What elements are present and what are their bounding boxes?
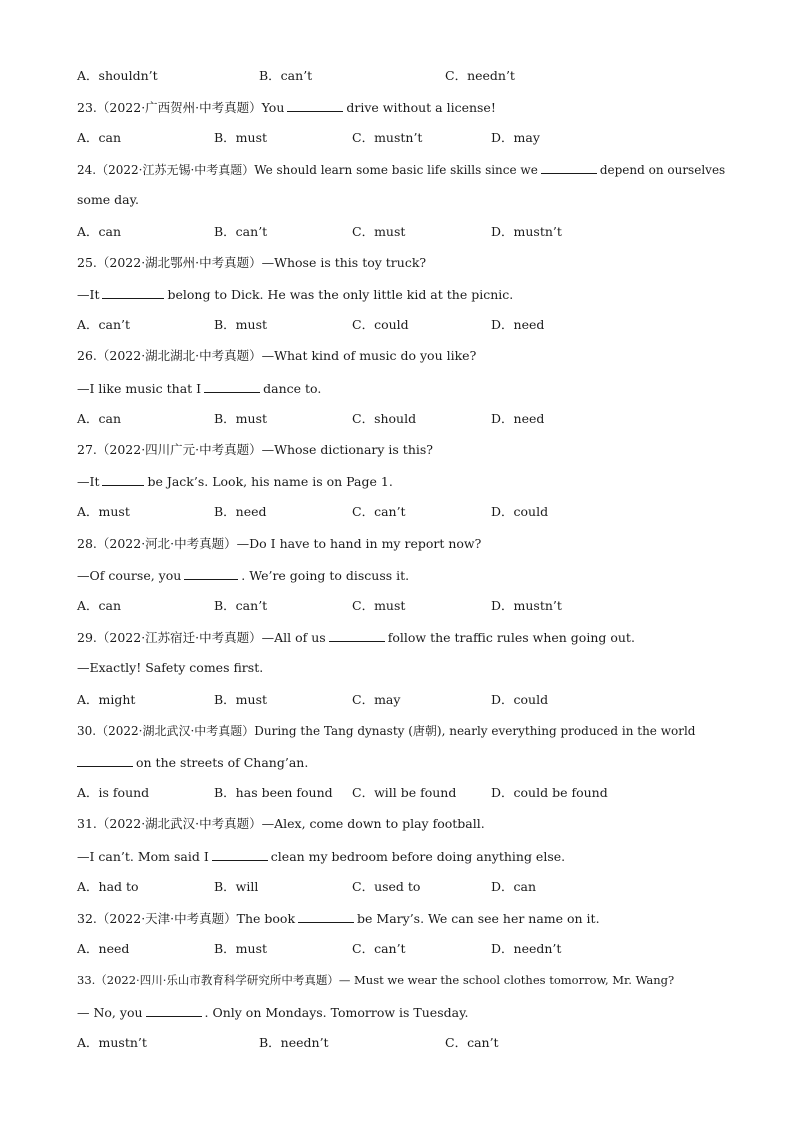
option-c: C．can’t [445, 1035, 499, 1050]
option-c: C．used to [352, 879, 421, 894]
option-b: B．must [214, 130, 268, 145]
question-29-reply: —Exactly! Safety comes first. [77, 660, 264, 675]
option-b: B．needn’t [259, 1035, 329, 1050]
option-a: A．might [77, 692, 136, 707]
option-b: B．must [214, 941, 268, 956]
answer-blank [298, 910, 354, 923]
reply-text: . Only on Mondays. Tomorrow is Tuesday. [204, 1005, 469, 1020]
answer-blank [102, 473, 144, 486]
answer-blank [212, 848, 268, 861]
reply-text: . We’re going to discuss it. [241, 568, 410, 583]
option-b: B．has been found [214, 785, 333, 800]
option-a: A．can [77, 130, 122, 145]
option-b: B．must [214, 411, 268, 426]
option-b: B．can’t [259, 68, 313, 83]
answer-blank [146, 1004, 202, 1017]
reply-text: be Jack’s. Look, his name is on Page 1. [147, 474, 393, 489]
stem-text: be Mary’s. We can see her name on it. [357, 911, 600, 926]
question-26-reply [77, 380, 321, 397]
reply-text: belong to Dick. He was the only little kid at the picnic. [167, 287, 514, 302]
option-d: D．needn’t [491, 941, 562, 956]
option-a: A．can [77, 598, 122, 613]
option-d: D．could [491, 504, 549, 519]
option-c: C．can’t [352, 941, 406, 956]
question-26-stem: 26.（2022·湖北湖北·中考真题）—What kind of music do you like? [77, 348, 477, 363]
option-d: D．may [491, 130, 540, 145]
answer-blank [77, 754, 133, 767]
question-30-stem-cont [77, 754, 308, 771]
option-b: B．can’t [214, 224, 268, 239]
reply-text: —It [77, 474, 100, 489]
stem-text: on the streets of Chang’an. [136, 755, 309, 770]
option-c: C．needn’t [445, 68, 515, 83]
option-b: B．must [214, 692, 268, 707]
reply-text: —It [77, 287, 100, 302]
option-b: B．need [214, 504, 267, 519]
question-27-stem: 27.（2022·四川广元·中考真题）—Whose dictionary is this? [77, 442, 433, 457]
option-d: D．need [491, 411, 545, 426]
question-28-stem: 28.（2022·河北·中考真题）—Do I have to hand in my report now? [77, 536, 482, 551]
answer-blank [102, 286, 164, 299]
question-29-stem [77, 629, 635, 646]
stem-text: 32.（2022·天津·中考真题）The book [77, 911, 296, 926]
option-a: A．can [77, 411, 122, 426]
option-c: C．must [352, 224, 406, 239]
option-c: C．must [352, 598, 406, 613]
reply-text: dance to. [263, 381, 322, 396]
answer-blank [204, 380, 260, 393]
option-d: D．can [491, 879, 537, 894]
question-25-reply [77, 286, 513, 303]
option-a: A．can’t [77, 317, 131, 332]
option-a: A．had to [77, 879, 139, 894]
stem-text: 23.（2022·广西贺州·中考真题）You [77, 100, 285, 115]
answer-blank [184, 567, 238, 580]
question-33-reply [77, 1004, 468, 1021]
stem-text: 29.（2022·江苏宿迁·中考真题）—All of us [77, 630, 326, 645]
option-c: C．can’t [352, 504, 406, 519]
option-d: D．mustn’t [491, 224, 562, 239]
question-27-reply [77, 473, 393, 490]
question-23-stem [77, 99, 496, 116]
option-d: D．mustn’t [491, 598, 562, 613]
option-c: C．should [352, 411, 417, 426]
option-b: B．will [214, 879, 259, 894]
reply-text: clean my bedroom before doing anything else. [270, 849, 566, 864]
option-d: D．could [491, 692, 549, 707]
option-d: D．could be found [491, 785, 608, 800]
option-a: A．can [77, 224, 122, 239]
question-32-stem [77, 910, 600, 927]
option-a: A．must [77, 504, 130, 519]
question-31-reply [77, 848, 565, 865]
option-b: B．must [214, 317, 268, 332]
answer-blank [541, 161, 597, 174]
reply-text: — No, you [77, 1005, 143, 1020]
option-c: C．could [352, 317, 409, 332]
answer-blank [329, 629, 385, 642]
option-b: B．can’t [214, 598, 268, 613]
option-c: C．will be found [352, 785, 457, 800]
question-28-reply [77, 567, 409, 584]
reply-text: —I can’t. Mom said I [77, 849, 209, 864]
option-c: C．may [352, 692, 401, 707]
option-a: A．is found [77, 785, 150, 800]
option-c: C．mustn’t [352, 130, 423, 145]
answer-blank [287, 99, 343, 112]
question-24-stem [77, 161, 725, 178]
question-24-stem-cont: some day. [77, 192, 139, 207]
option-a: A．mustn’t [77, 1035, 147, 1050]
option-d: D．need [491, 317, 545, 332]
question-33-stem: 33.（2022·四川·乐山市教育科学研究所中考真题）— Must we wear the school clothes tomorrow, Mr. Wang? [77, 973, 675, 987]
reply-text: —Of course, you [77, 568, 182, 583]
stem-text: depend on ourselves [599, 163, 726, 177]
question-30-stem: 30.（2022·湖北武汉·中考真题）During the Tang dynasty (唐朝), nearly everything produced in the world [77, 724, 696, 738]
stem-text: 24.（2022·江苏无锡·中考真题）We should learn some basic life skills since we [77, 163, 538, 177]
option-a: A．need [77, 941, 130, 956]
stem-text: drive without a license! [346, 100, 496, 115]
stem-text: follow the traffic rules when going out. [387, 630, 635, 645]
option-a: A．shouldn’t [77, 68, 158, 83]
question-25-stem: 25.（2022·湖北鄂州·中考真题）—Whose is this toy truck? [77, 255, 427, 270]
question-31-stem: 31.（2022·湖北武汉·中考真题）—Alex, come down to play football. [77, 816, 485, 831]
reply-text: —I like music that I [77, 381, 202, 396]
